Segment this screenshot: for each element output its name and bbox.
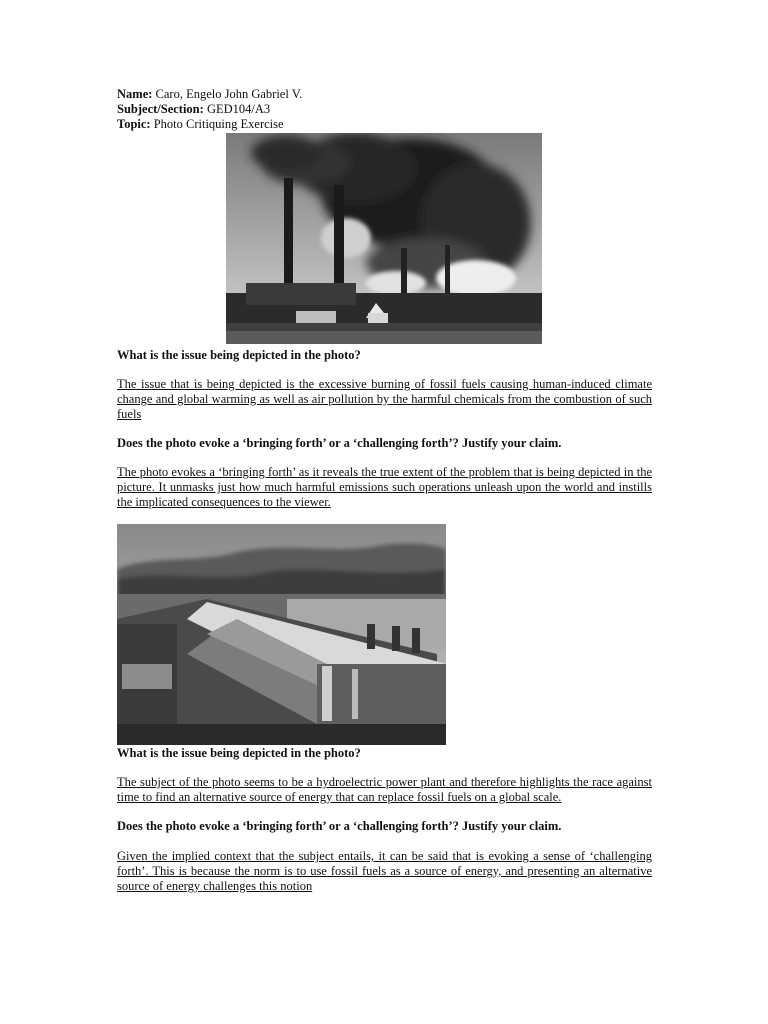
subject-label: Subject/Section: [117,102,204,116]
name-value: Caro, Engelo John Gabriel V. [152,87,303,101]
topic-label: Topic: [117,117,151,131]
subject-value: GED104/A3 [203,102,271,116]
question-2a: What is the issue being depicted in the photo? [117,746,361,760]
topic-value: Photo Critiquing Exercise [150,117,284,131]
question-2b: Does the photo evoke a ‘bringing forth’ or a ‘challenging forth’? Justify your claim. [117,819,562,833]
document-header [117,87,302,132]
answer-1a: The issue that is being depicted is the excessive burning of fossil fuels causing human-induced climate change and global warming as well as air pollution by the harmful chemicals from the combustion of such fuels [117,377,652,421]
answer-1b: The photo evokes a ‘bringing forth’ as it reveals the true extent of the problem that is being depicted in the picture. It unmasks just how much harmful emissions such operations unleash upon the world and instills the implicated consequences to the viewer. [117,465,652,509]
answer-2a: The subject of the photo seems to be a hydroelectric power plant and therefore highlights the race against time to find an alternative source of energy that can replace fossil fuels on a global scale. [117,775,652,804]
answer-2b: Given the implied context that the subject entails, it can be said that is evoking a sense of ‘challenging forth’. This is because the norm is to use fossil fuels as a source of energy, and presenting an alternative source of energy challenges this notion [117,849,652,893]
topic-line [117,117,302,132]
subject-line [117,102,302,117]
name-line [117,87,302,102]
hydroelectric-plant-photo [117,524,446,745]
question-1b: Does the photo evoke a ‘bringing forth’ or a ‘challenging forth’? Justify your claim. [117,436,562,450]
question-1a: What is the issue being depicted in the photo? [117,348,361,362]
name-label: Name: [117,87,153,101]
smokestack-photo [226,133,542,344]
